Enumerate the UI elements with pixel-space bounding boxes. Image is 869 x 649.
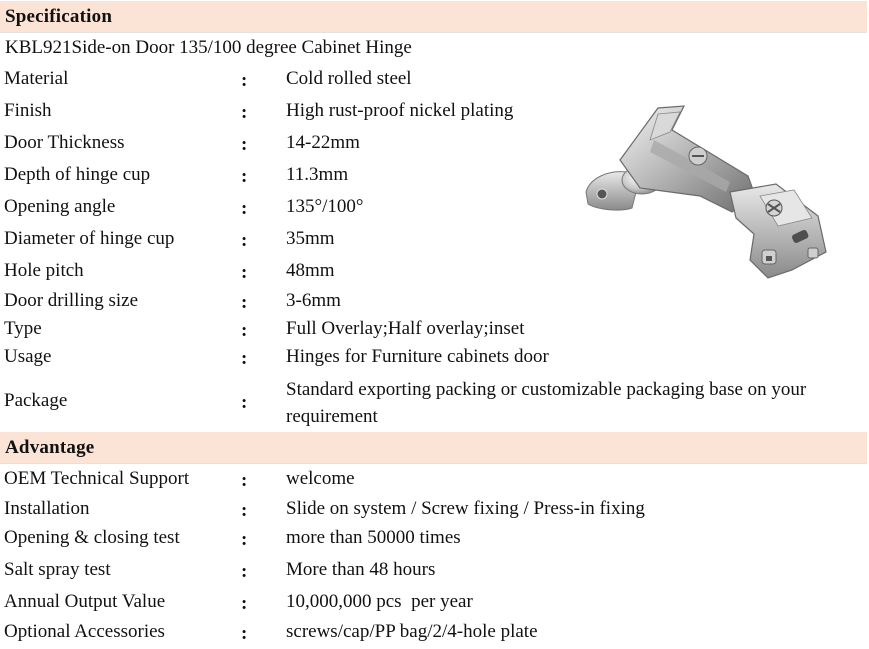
adv-row-oem-support [0, 468, 867, 496]
adv-label: Optional Accessories [4, 621, 165, 642]
separator: : [241, 70, 248, 91]
spec-label: Door Thickness [4, 132, 125, 153]
separator: : [241, 470, 248, 491]
separator: : [241, 392, 248, 413]
adv-row-annual-output [0, 591, 867, 619]
adv-value: Slide on system / Screw fixing / Press-in fixing [286, 498, 645, 519]
separator: : [241, 561, 248, 582]
spec-row-usage [0, 346, 867, 374]
separator: : [241, 198, 248, 219]
spec-row-drilling-size [0, 290, 867, 318]
adv-value: More than 48 hours [286, 559, 436, 580]
adv-value: welcome [286, 468, 355, 489]
spec-value: 48mm [286, 260, 335, 281]
adv-row-open-close-test [0, 527, 867, 555]
separator: : [241, 593, 248, 614]
separator: : [241, 102, 248, 123]
spec-label: Door drilling size [4, 290, 139, 311]
divider [0, 32, 867, 33]
divider [0, 463, 867, 464]
separator: : [241, 230, 248, 251]
separator: : [241, 320, 248, 341]
spec-value: Hinges for Furniture cabinets door [286, 346, 549, 367]
adv-label: Installation [4, 498, 90, 519]
spec-label: Opening angle [4, 196, 116, 217]
adv-label: Salt spray test [4, 559, 111, 580]
spec-label: Type [4, 318, 42, 339]
separator: : [241, 348, 248, 369]
separator: : [241, 262, 248, 283]
specification-heading: Specification [0, 1, 867, 32]
adv-value: screws/cap/PP bag/2/4-hole plate [286, 621, 538, 642]
adv-value: 10,000,000 pcs per year [286, 591, 473, 612]
adv-label: Annual Output Value [4, 591, 166, 612]
adv-label: OEM Technical Support [4, 468, 190, 489]
separator: : [241, 166, 248, 187]
separator: : [241, 134, 248, 155]
adv-row-salt-spray [0, 559, 867, 587]
spec-row-type [0, 318, 867, 346]
spec-value: 135°/100° [286, 196, 364, 217]
adv-row-installation [0, 498, 867, 526]
separator: : [241, 292, 248, 313]
spec-value: Cold rolled steel [286, 68, 412, 89]
separator: : [241, 500, 248, 521]
adv-label: Opening & closing test [4, 527, 180, 548]
spec-label: Package [4, 390, 68, 411]
spec-row-material [0, 68, 867, 96]
separator: : [241, 529, 248, 550]
advantage-heading: Advantage [0, 432, 867, 463]
spec-value: High rust-proof nickel plating [286, 100, 514, 121]
product-title: KBL921Side-on Door 135/100 degree Cabinet Hinge [5, 37, 412, 58]
spec-label: Material [4, 68, 69, 89]
spec-value: Full Overlay;Half overlay;inset [286, 318, 525, 339]
adv-row-accessories [0, 621, 867, 649]
spec-value: 14-22mm [286, 132, 360, 153]
spec-label: Hole pitch [4, 260, 84, 281]
adv-value: more than 50000 times [286, 527, 461, 548]
spec-row-package [0, 376, 867, 430]
spec-label: Usage [4, 346, 52, 367]
spec-label: Depth of hinge cup [4, 164, 151, 185]
spec-value: 35mm [286, 228, 335, 249]
spec-value: Standard exporting packing or customizable packaging base on your requirement [286, 379, 807, 427]
spec-label: Diameter of hinge cup [4, 228, 175, 249]
cabinet-hinge-icon [580, 100, 835, 280]
spec-value: 3-6mm [286, 290, 341, 311]
spec-value: 11.3mm [286, 164, 349, 185]
spec-label: Finish [4, 100, 52, 121]
separator: : [241, 623, 248, 644]
